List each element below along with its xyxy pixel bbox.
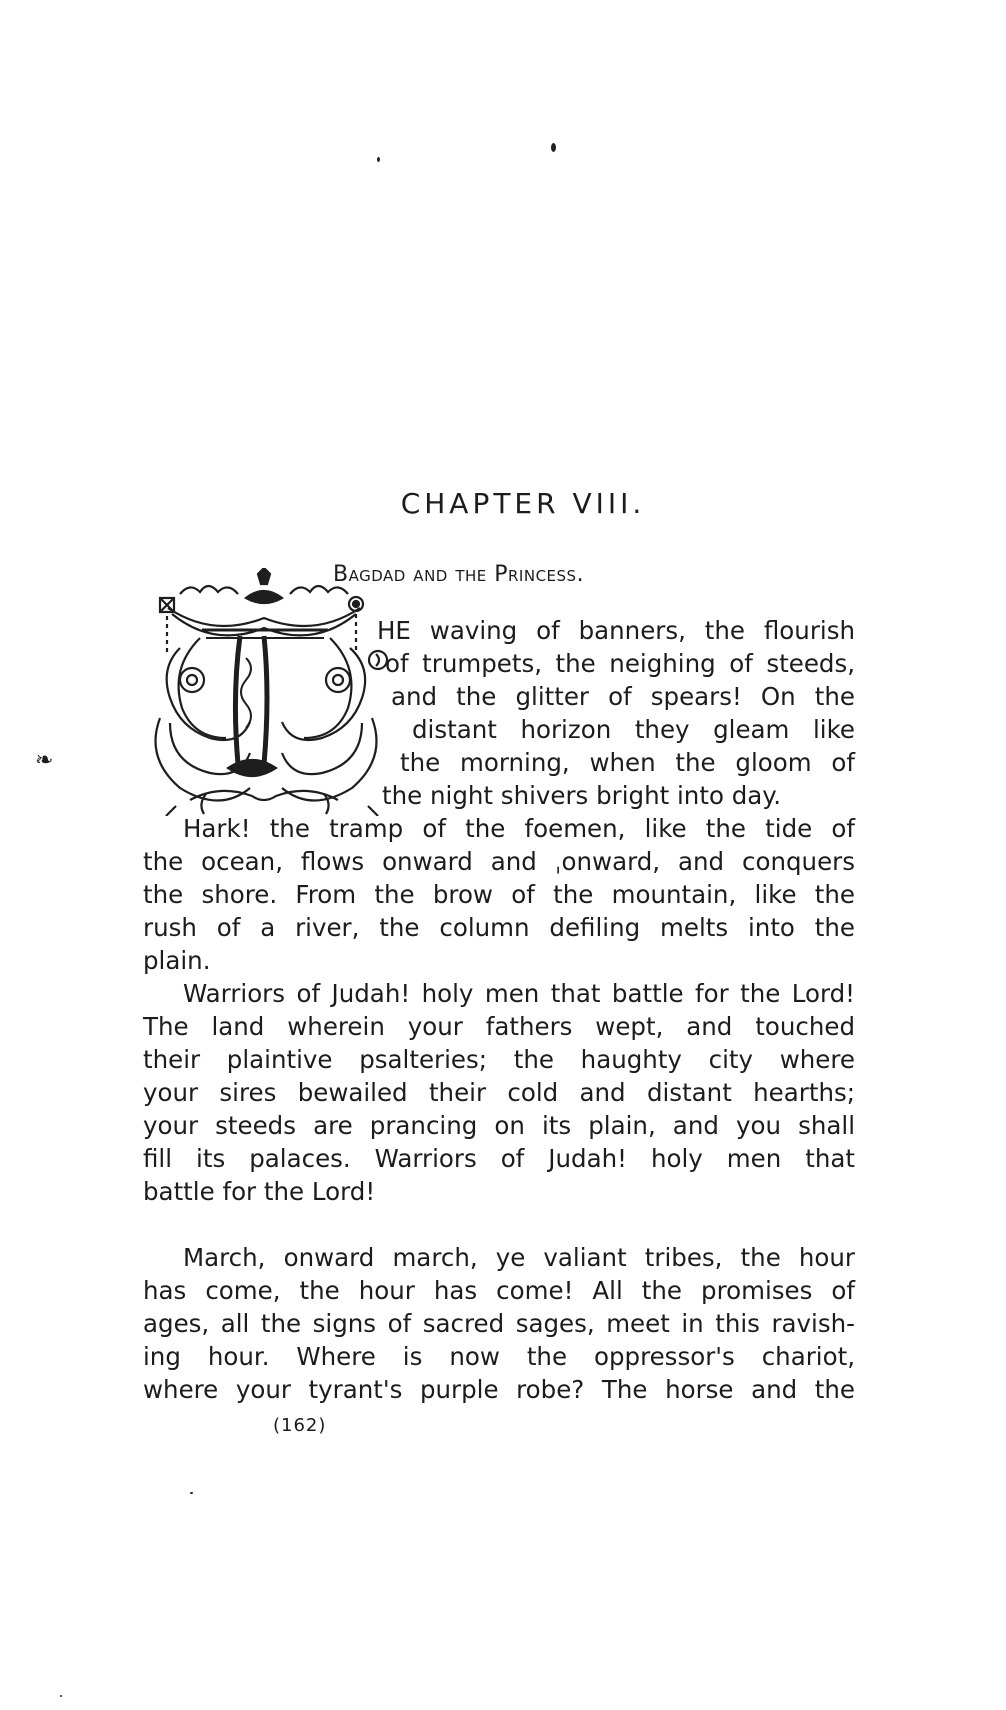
text-line: The land wherein your fathers wept, and touched — [143, 1012, 855, 1041]
text-line: your steeds are prancing on its plain, and you shall — [143, 1111, 855, 1140]
text-line: the night shivers bright into day. — [382, 781, 782, 810]
text-line: HE waving of banners, the flourish — [377, 616, 855, 645]
text-line: where your tyrant's purple robe? The horse and the — [143, 1375, 855, 1404]
text-line: plain. — [143, 946, 211, 975]
text-line: March, onward march, ye valiant tribes, the hour — [183, 1243, 855, 1272]
chapter-title: CHAPTER VIII. — [400, 487, 646, 520]
text-line: Warriors of Judah! holy men that battle for the Lord! — [183, 979, 855, 1008]
text-line: ing hour. Where is now the oppressor's chariot, — [143, 1342, 855, 1371]
scan-speck — [377, 157, 380, 162]
text-line: has come, the hour has come! All the promises of — [143, 1276, 855, 1305]
scan-speck — [190, 1492, 193, 1494]
text-line: ages, all the signs of sacred sages, meet in this ravish- — [143, 1309, 855, 1338]
text-line: your sires bewailed their cold and distant hearths; — [143, 1078, 855, 1107]
ornamental-initial — [140, 568, 400, 816]
page-number: (162) — [273, 1415, 327, 1436]
scan-speck — [60, 1695, 62, 1697]
text-line: distant horizon they gleam like — [412, 715, 855, 744]
text-line: battle for the Lord! — [143, 1177, 376, 1206]
text-line: the shore. From the brow of the mountain, like the — [143, 880, 855, 909]
text-line: the morning, when the gloom of — [400, 748, 855, 777]
margin-mark: ❧ — [35, 748, 54, 773]
text-line: rush of a river, the column defiling melts into the — [143, 913, 855, 942]
text-line: Hark! the tramp of the foemen, like the tide of — [183, 814, 855, 843]
text-line: and the glitter of spears! On the — [391, 682, 855, 711]
chapter-subtitle: Bagdad and the Princess. — [333, 562, 585, 587]
text-line: fill its palaces. Warriors of Judah! holy men that — [143, 1144, 855, 1173]
text-line: the ocean, flows onward and ˌonward, and conquers — [143, 847, 855, 876]
text-line: of trumpets, the neighing of steeds, — [385, 649, 855, 678]
scan-speck — [551, 143, 556, 152]
text-line: their plaintive psalteries; the haughty city where — [143, 1045, 855, 1074]
